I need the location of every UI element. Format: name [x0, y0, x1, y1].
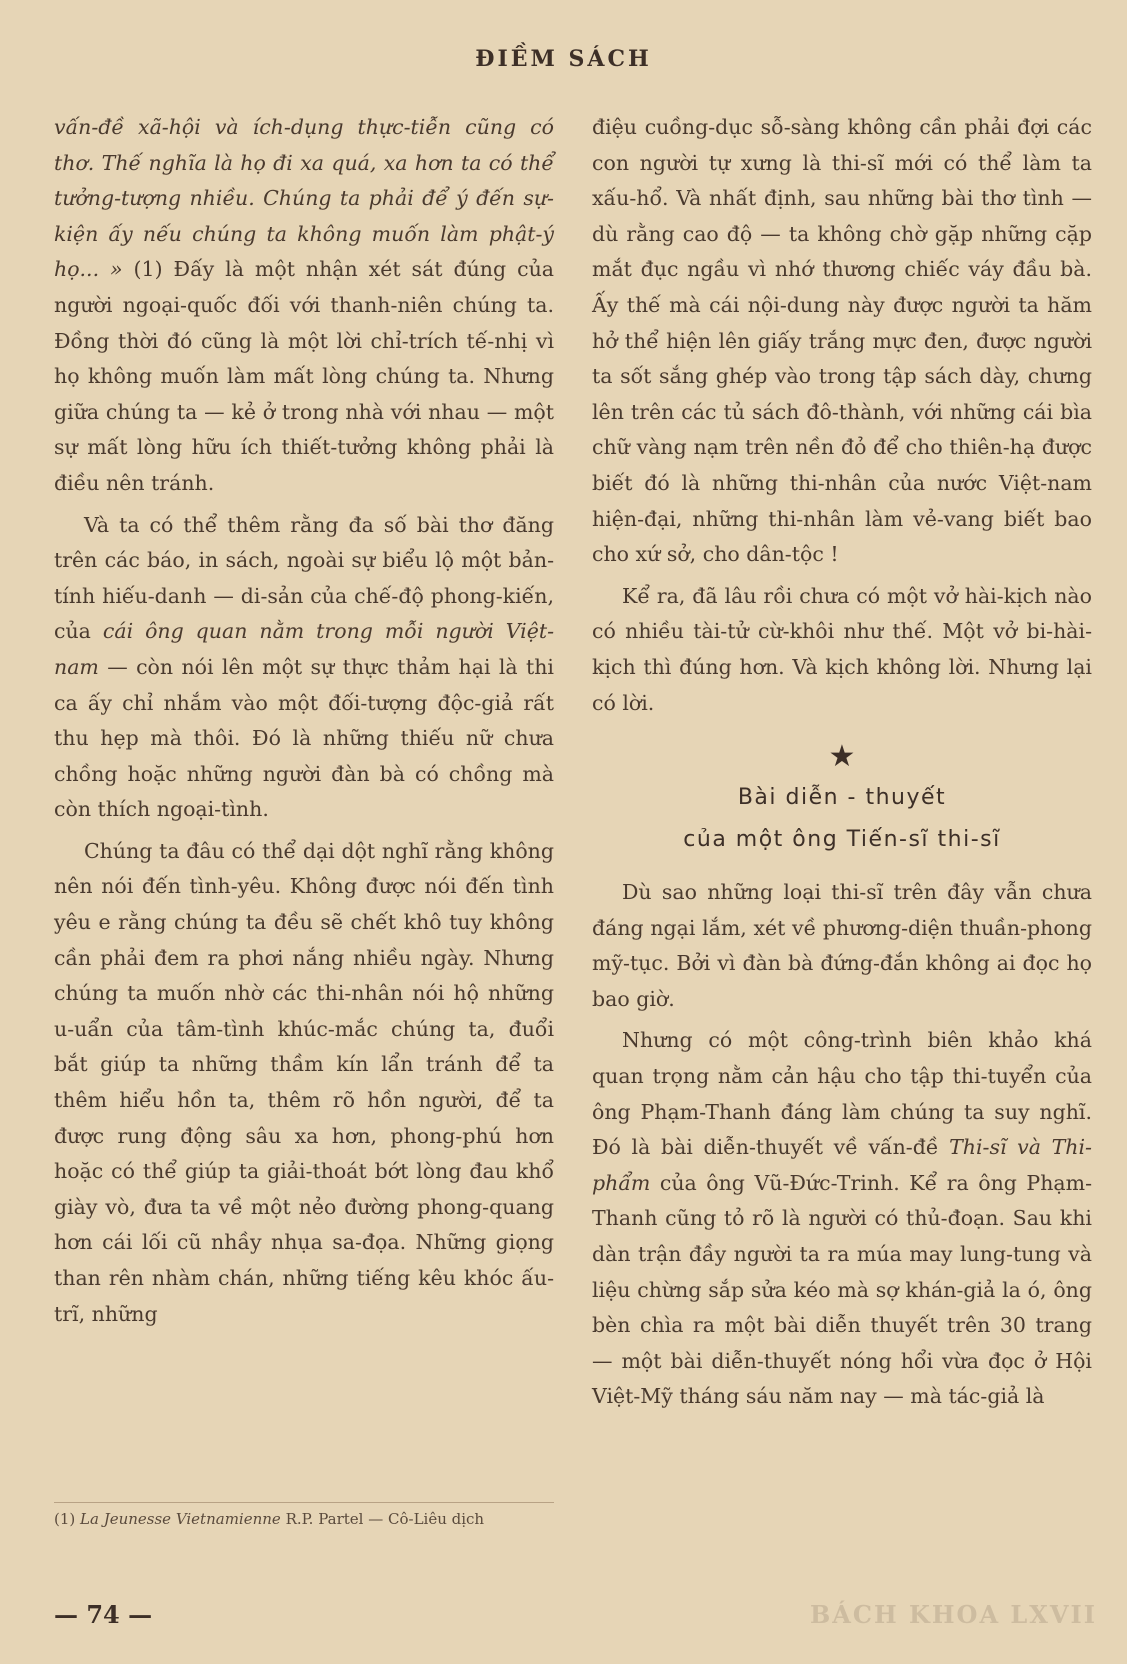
section-title	[592, 777, 1092, 861]
left-paragraph-1-quote: vấn-đề xã-hội và ích-dụng thực-tiễn cũng có thơ. Thế nghĩa là họ đi xa quá, xa hơn ta có thể tưởng-tượng nhiều. Chúng ta phải để ý đến sự-kiện ấy nếu chúng ta không muốn làm phật-ý họ... »	[54, 115, 554, 282]
left-paragraph-1-body: (1) Đấy là một nhận xét sát đúng của người ngoại-quốc đối với thanh-niên chúng ta. Đồng thời đó cũng là một lời chỉ-trích tế-nhị vì họ không muốn làm mất lòng chúng ta. Nhưng giữa chúng ta — kẻ ở trong nhà với nhau — một sự mất lòng hữu ích thiết-tưởng không phải là điều nên tránh.	[54, 257, 554, 495]
footnote-marker: (1)	[54, 1510, 81, 1528]
left-column	[54, 110, 554, 1332]
left-paragraph-2-emphasis: cái ông quan nằm trong mỗi người Việt-nam	[54, 619, 554, 679]
section-title-line-1: Bài diễn - thuyết	[737, 785, 947, 811]
star-icon: ★	[828, 739, 856, 775]
left-paragraph-3: Chúng ta đâu có thể dại dột nghĩ rằng không nên nói đến tình-yêu. Không được nói đến tình yêu e rằng chúng ta đều sẽ chết khô tuy không cần phải đem ra phơi nắng nhiều ngày. Nhưng chúng ta muốn nhờ các thi-nhân nói hộ những u-uẩn của tâm-tình khúc-mắc chúng ta, đuổi bắt giúp ta những thầm kín lẩn tránh để ta thêm hiểu hồn ta, thêm rõ hồn người, để ta được rung động sâu xa hơn, phong-phú hơn hoặc có thể giúp ta giải-thoát bớt lòng đau khổ giày vò, đưa ta về một nẻo đường phong-quang hơn cái lối cũ nhầy nhụa sa-đọa. Những giọng than rên nhàm chán, những tiếng kêu khóc ấu-trĩ, những	[54, 838, 554, 1326]
section-title-line-2: của một ông Tiến-sĩ thi-sĩ	[683, 827, 1001, 853]
page-number: — 74 —	[54, 1600, 153, 1629]
right-paragraph-1: điệu cuồng-dục sỗ-sàng không cần phải đợi các con người tự xưng là thi-sĩ mới có thể làm ta xấu-hổ. Và nhất định, sau những bài thơ tình — dù rằng cao độ — ta không chờ gặp những cặp mắt đục ngầu vì nhớ thương chiếc váy đầu bà. Ấy thế mà cái nội-dung này được người ta hăm hở thể hiện lên giấy trắng mực đen, được người ta sốt sắng ghép vào trong tập sách dày, chưng lên trên các tủ sách đô-thành, với những cái bìa chữ vàng nạm trên nền đỏ để cho thiên-hạ được biết đó là những thi-nhân của nước Việt-nam hiện-đại, những thi-nhân làm vẻ-vang biết bao cho xứ sở, cho dân-tộc !	[592, 115, 1092, 567]
right-paragraph-4-emphasis: Thi-sĩ và Thi-phẩm	[592, 1135, 1092, 1195]
left-paragraph-2-end: — còn nói lên một sự thực thảm hại là thi ca ấy chỉ nhắm vào một đối-tượng độc-giả rất thu hẹp mà thôi. Đó là những thiếu nữ chưa chồng hoặc những người đàn bà có chồng mà còn thích ngoại-tình.	[54, 654, 554, 822]
left-paragraph-2	[54, 508, 554, 828]
right-column	[592, 110, 1092, 1415]
left-paragraph-2-start: Và ta có thể thêm rằng đa số bài thơ đăng trên các báo, in sách, ngoài sự biểu lộ một bản-tính hiếu-danh — di-sản của chế-độ phong-kiến, của	[54, 512, 554, 644]
page-header: ĐIỀM SÁCH	[475, 46, 652, 72]
footnote-rest: R.P. Partel — Cô-Liêu dịch	[280, 1510, 485, 1528]
right-paragraph-4	[592, 1023, 1092, 1415]
right-paragraph-4-start: Nhưng có một công-trình biên khảo khá quan trọng nằm cản hậu cho tập thi-tuyển của ông Phạm-Thanh đáng làm chúng ta suy nghĩ. Đó là bài diễn-thuyết về vấn-đề	[592, 1028, 1092, 1160]
right-paragraph-4-end: của ông Vũ-Đức-Trinh. Kể ra ông Phạm-Thanh cũng tỏ rõ là người có thủ-đoạn. Sau khi dàn trận đầy người ta ra múa may lung-tung và liệu chừng sắp sửa kéo mà sợ khán-giả la ó, ông bèn chìa ra một bài diễn thuyết trên 30 trang — một bài diễn-thuyết nóng hổi vừa đọc ở Hội Việt-Mỹ tháng sáu năm nay — mà tác-giả là	[592, 1170, 1092, 1409]
right-paragraph-3: Dù sao những loại thi-sĩ trên đây vẫn chưa đáng ngại lắm, xét về phương-diện thuần-phong mỹ-tục. Bởi vì đàn bà đứng-đắn không ai đọc họ bao giờ.	[592, 880, 1092, 1011]
footnote-title: La Jeunesse Vietnamienne	[80, 1510, 281, 1528]
magazine-title: BÁCH KHOA LXVII	[809, 1600, 1097, 1629]
left-paragraph-1	[54, 110, 554, 502]
right-paragraph-2: Kể ra, đã lâu rồi chưa có một vở hài-kịch nào có nhiều tài-tử cừ-khôi như thế. Một vở bi-hài-kịch thì đúng hơn. Và kịch không lời. Nhưng lại có lời.	[592, 583, 1092, 715]
footnote	[54, 1502, 554, 1531]
